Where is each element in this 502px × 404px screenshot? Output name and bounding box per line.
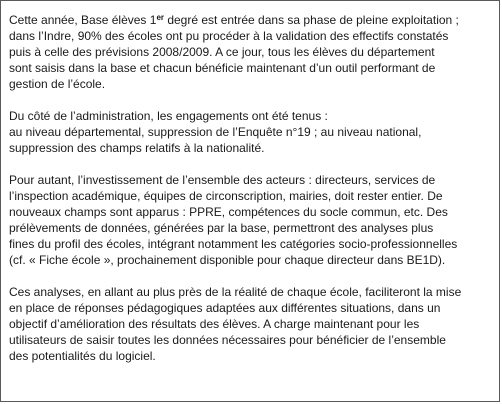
text-segment: degré est entrée dans sa phase de pleine exploitation ; <box>164 13 459 27</box>
text-line: (cf. « Fiche école », prochainement disponible pour chaque directeur dans BE1D). <box>9 253 446 267</box>
text-line: des potentialités du logiciel. <box>9 349 156 363</box>
text-line: fines du profil des écoles, intégrant notamment les catégories socio-professionnelles <box>9 237 458 251</box>
paragraph-intro <box>9 12 499 92</box>
text-line: puis à celle des prévisions 2008/2009. A ce jour, tous les élèves du département <box>9 45 435 59</box>
text-line: l’inspection académique, équipes de circonscription, mairies, doit rester entier. De <box>9 189 443 203</box>
text-line: Pour autant, l’investissement de l’ensemble des acteurs : directeurs, services de <box>9 173 436 187</box>
text-line: Ces analyses, en allant au plus près de la réalité de chaque école, faciliteront la mise <box>9 285 462 299</box>
text-line: en place de réponses pédagogiques adaptées aux différentes situations, dans un <box>9 301 441 315</box>
text-line <box>9 12 499 28</box>
paragraph-analyses <box>9 284 499 364</box>
document-body <box>9 12 499 364</box>
text-line: suppression des champs relatifs à la nationalité. <box>9 141 265 155</box>
superscript: er <box>156 13 164 22</box>
text-line: utilisateurs de saisir toutes les données nécessaires pour bénéficier de l’ensemble <box>9 333 446 347</box>
text-line: gestion de l’école. <box>9 77 106 91</box>
text-line: au niveau départemental, suppression de l’Enquête n°19 ; au niveau national, <box>9 125 422 139</box>
text-line: objectif d’amélioration des résultats des élèves. A charge maintenant pour les <box>9 317 420 331</box>
text-line: dans l’Indre, 90% des écoles ont pu procéder à la validation des effectifs constatés <box>9 29 449 43</box>
text-segment: Cette année, Base élèves 1 <box>9 13 157 27</box>
text-line: nouveaux champs sont apparus : PPRE, compétences du socle commun, etc. Des <box>9 205 448 219</box>
paragraph-administration <box>9 108 499 156</box>
text-line: Du côté de l’administration, les engagements ont été tenus : <box>9 109 328 123</box>
paragraph-investment <box>9 172 499 268</box>
text-line: sont saisis dans la base et chacun bénéficie maintenant d’un outil performant de <box>9 61 436 75</box>
text-line: prélèvements de données, générées par la base, permettront des analyses plus <box>9 221 434 235</box>
